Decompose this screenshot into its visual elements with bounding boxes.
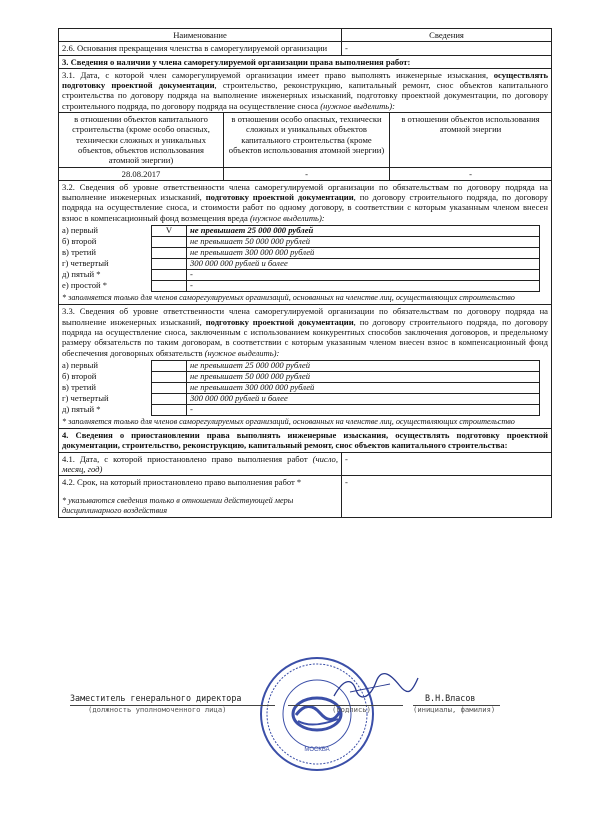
table-row: е) простой * - bbox=[62, 281, 540, 292]
table-row: г) четвертый 300 000 000 рублей и более bbox=[62, 259, 540, 270]
seal-city-text: МОСКВА bbox=[304, 747, 330, 753]
section-4-1 bbox=[58, 453, 552, 477]
col-dangerous-objects: в отношении особо опасных, технически сложных и уникальных объектов капитального строительства (кроме объектов использования атомной энергии) bbox=[224, 113, 390, 166]
col-nuclear-objects: в отношении объектов использования атомной энергии bbox=[401, 114, 540, 135]
header-info-col: Сведения bbox=[429, 30, 464, 40]
table-row: г) четвертый 300 000 000 рублей и более bbox=[62, 393, 540, 404]
section-3-title: 3. Сведения о наличии у члена саморегулируемой организации права выполнения работ: bbox=[58, 56, 552, 69]
section-3-2 bbox=[58, 181, 552, 305]
section-2-6-value: - bbox=[345, 43, 348, 54]
date-dangerous-objects: - bbox=[224, 168, 390, 180]
section-4-title: 4. Сведения о приостановлении права выполнять инженерные изыскания, осуществлять подготовку проектной документации, строительство, реконструкцию, капитальный ремонт, снос объектов капитального строительства: bbox=[58, 429, 552, 453]
signer-name: В.Н.Власов bbox=[425, 693, 476, 703]
col-regular-objects: в отношении объектов капитального строительства (кроме особо опасных, технически сложных и уникальных объектов, объектов использования атомной энергии) bbox=[59, 113, 224, 166]
table-row: б) второй не превышает 50 000 000 рублей bbox=[62, 237, 540, 248]
table-row: в) третий не превышает 300 000 000 рублей bbox=[62, 248, 540, 259]
date-nuclear-objects: - bbox=[469, 168, 472, 179]
section-2-6-label: 2.6. Основания прекращения членства в саморегулируемой организации bbox=[59, 42, 342, 54]
selected-mark: V bbox=[152, 226, 187, 237]
section-2-6 bbox=[58, 42, 552, 55]
section-4-2 bbox=[58, 476, 552, 518]
section-3-3-text: 3.3. Сведения об уровне ответственности члена саморегулируемой организации по обязательствам по договору подряда на выполнение инженерных изысканий, подготовку проектной документации, по договору строительного подряда, по договору подряда на осуществление сноса, заключенным с использованием конкурентных способов заключения договоров, и предельному размеру обязательств по таким договорам, в соответствии с которым указанным членом внесен взнос в компенсационный фонд обеспечения договорных обязательств (нужное выделить): bbox=[62, 306, 548, 358]
document-body bbox=[58, 28, 552, 518]
section-4-2-value: - bbox=[345, 477, 348, 488]
table-row: в) третий не превышает 300 000 000 рублей bbox=[62, 382, 540, 393]
table-row: д) пятый * - bbox=[62, 270, 540, 281]
sign-caption: (подпись) bbox=[332, 705, 371, 714]
section-3-3 bbox=[58, 305, 552, 429]
table-row: а) первый V не превышает 25 000 000 рублей bbox=[62, 226, 540, 237]
table-row: а) первый не превышает 25 000 000 рублей bbox=[62, 360, 540, 371]
table-row: д) пятый * - bbox=[62, 404, 540, 415]
name-caption: (инициалы, фамилия) bbox=[413, 705, 496, 714]
section-3-1-values bbox=[58, 168, 552, 181]
date-regular-objects: 28.08.2017 bbox=[59, 168, 224, 180]
section-3-2-note: * заполняется только для членов саморегулируемых организаций, основанных на членстве лиц, осуществляющих строительство bbox=[62, 293, 515, 303]
contract-levels-table bbox=[62, 360, 540, 416]
section-4-2-label-cell bbox=[59, 476, 342, 517]
section-3-1-columns bbox=[58, 113, 552, 167]
section-4-2-label: 4.2. Срок, на который приостановлено право выполнения работ * bbox=[62, 477, 302, 488]
section-3-1-text: 3.1. Дата, с которой член саморегулируемой организации имеет право выполнять инженерные изыскания, осуществлять подготовку проектной документации, строительство, реконструкцию, капитальный ремонт, снос объектов капитального строительства по договору подряда на выполнение инженерных изысканий, подготовку проектной документации, по договору строительного подряда, по договору подряда на осуществление сноса (нужное выделить): bbox=[58, 69, 552, 113]
liability-levels-table bbox=[62, 225, 540, 292]
table-row: б) второй не превышает 50 000 000 рублей bbox=[62, 371, 540, 382]
signature-block bbox=[70, 693, 500, 715]
section-4-1-value: - bbox=[345, 453, 348, 464]
signer-position: Заместитель генерального директора bbox=[70, 693, 242, 703]
table-header bbox=[58, 28, 552, 42]
header-name-col: Наименование bbox=[59, 29, 342, 41]
section-3-2-text: 3.2. Сведения об уровне ответственности члена саморегулируемой организации по обязательствам по договору подряда на выполнение инженерных изысканий, подготовку проектной документации, по договору строительного подряда, по договору подряда на осуществление сноса, и стоимости работ по одному договору, в соответствии с которым указанным членом внесен взнос в компенсационный фонд возмещения вреда (нужное выделить): bbox=[62, 181, 548, 223]
section-3-3-note: * заполняется только для членов саморегулируемых организаций, основанных на членстве лиц, осуществляющих строительство bbox=[62, 416, 515, 426]
section-4-1-label: 4.1. Дата, с которой приостановлено право выполнения работ (число, месяц, год) bbox=[59, 453, 342, 476]
section-4-2-note: * указываются сведения только в отношении действующей меры дисциплинарного воздействия bbox=[62, 495, 294, 515]
position-caption: (должность уполномоченного лица) bbox=[88, 705, 227, 714]
